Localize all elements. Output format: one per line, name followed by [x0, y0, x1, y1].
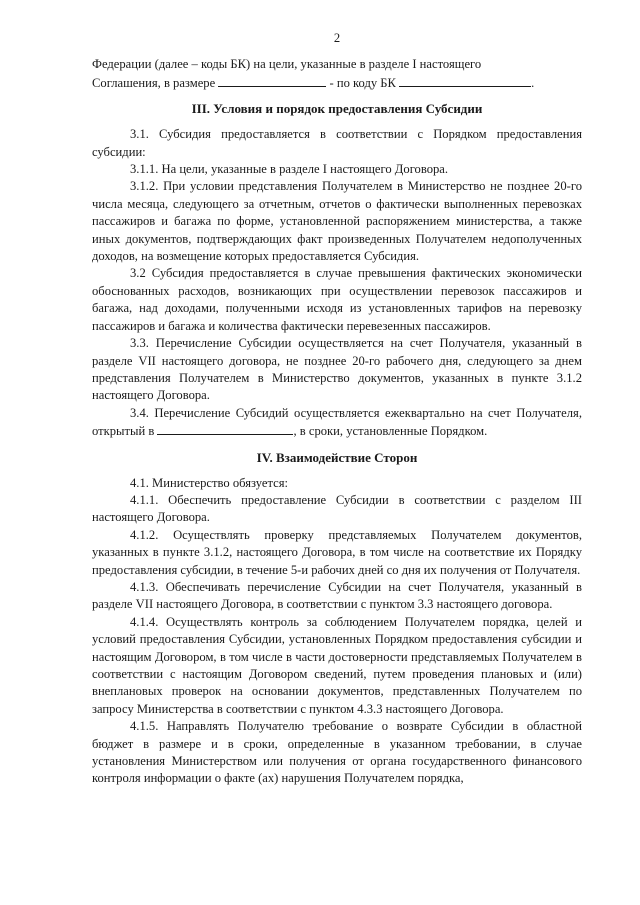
- paragraph-3-4-start: 3.4. Перечисление Субсидий осуществляется ежеквартально на счет Получателя, открытый в: [92, 405, 582, 439]
- paragraph-4-1-2: 4.1.2. Осуществлять проверку представляемых Получателем документов, указанных в пункте 3.1.2, настоящего Договора, в том числе на соответствие их Порядку предоставления субсидии, в течение 5-и рабочих дней со дня их получения от Получателя.: [92, 527, 582, 577]
- bank-blank: [157, 422, 293, 435]
- amount-blank: [218, 74, 326, 87]
- section-4-heading: IV. Взаимодействие Сторон: [256, 449, 418, 465]
- paragraph-4-1-1: 4.1.1. Обеспечить предоставление Субсидии в соответствии с разделом III настоящего Договора.: [92, 492, 582, 525]
- paragraph-4-1-4: 4.1.4. Осуществлять контроль за соблюдением Получателем порядка, целей и условий предоставления Субсидии, установленных Порядком предоставления субсидии и настоящим Договором, в том числе в части достоверности представляемых Получателем в соответствии с настоящим Договором сведений, путем проведения плановых и (или) внеплановых проверок на основании документов, представленных Получателем по запросу Министерства в соответствии с пунктом 4.3.3 настоящего Договора.: [92, 614, 582, 716]
- paragraph-3-1-2: 3.1.2. При условии представления Получателем в Министерство не позднее 20-го числа месяца, следующего за отчетным, отчетов о фактически выполненных перевозках пассажиров и багажа по форме, установленной распоряжением министерства, а также иных документов, подтверждающих факт произведенных Получателем недополученных доходов, на возмещение которых предоставляется Субсидия.: [92, 179, 582, 264]
- document-page: [92, 30, 582, 788]
- page-number: 2: [333, 31, 341, 45]
- paragraph-4-1: 4.1. Министерство обязуется:: [130, 475, 288, 490]
- paragraph-3-4-end: , в сроки, установленные Порядком.: [293, 424, 488, 439]
- paragraph-3-3: 3.3. Перечисление Субсидии осуществляется на счет Получателя, указанный в разделе VII настоящего договора, не позднее 20-го рабочего дня, следующего за днем представления Получателем в Министерство документов, указанных в пункте 3.1.2 настоящего Договора.: [92, 336, 582, 403]
- intro-line-1: Федерации (далее – коды БК) на цели, указанные в разделе I настоящего: [92, 57, 482, 72]
- intro-line-2: [92, 74, 582, 92]
- intro-line-2-mid: - по коду БК: [329, 75, 396, 90]
- paragraph-4-1-3: 4.1.3. Обеспечивать перечисление Субсидии на счет Получателя, указанный в разделе VII настоящего Договора, в соответствии с пунктом 3.3 настоящего договора.: [92, 579, 582, 612]
- paragraph-4-1-5: 4.1.5. Направлять Получателю требование о возврате Субсидии в областной бюджет в размере и в сроки, определенные в указанном требовании, в случае установления Министерством или получения от органа государственного финансового контроля информации о факте (ах) нарушения Получателем порядка,: [92, 719, 582, 786]
- paragraph-3-2: 3.2 Субсидия предоставляется в случае превышения фактических экономически обоснованных расходов, возникающих при осуществлении перевозок пассажиров и багажа, над доходами, полученными исходя из установленных тарифов на перевозку пассажиров и багажа и количества фактически перевезенных пассажиров.: [92, 266, 582, 333]
- section-3-heading: III. Условия и порядок предоставления Субсидии: [191, 101, 483, 117]
- intro-line-2-start: Соглашения, в размере: [92, 75, 216, 90]
- paragraph-3-1-1: 3.1.1. На цели, указанные в разделе I настоящего Договора.: [130, 162, 449, 177]
- paragraph-3-4: [92, 405, 582, 441]
- paragraph-3-1: 3.1. Субсидия предоставляется в соответствии с Порядком предоставления субсидии:: [92, 127, 582, 159]
- bk-code-blank: [399, 74, 531, 87]
- intro-line-2-end: .: [531, 75, 535, 90]
